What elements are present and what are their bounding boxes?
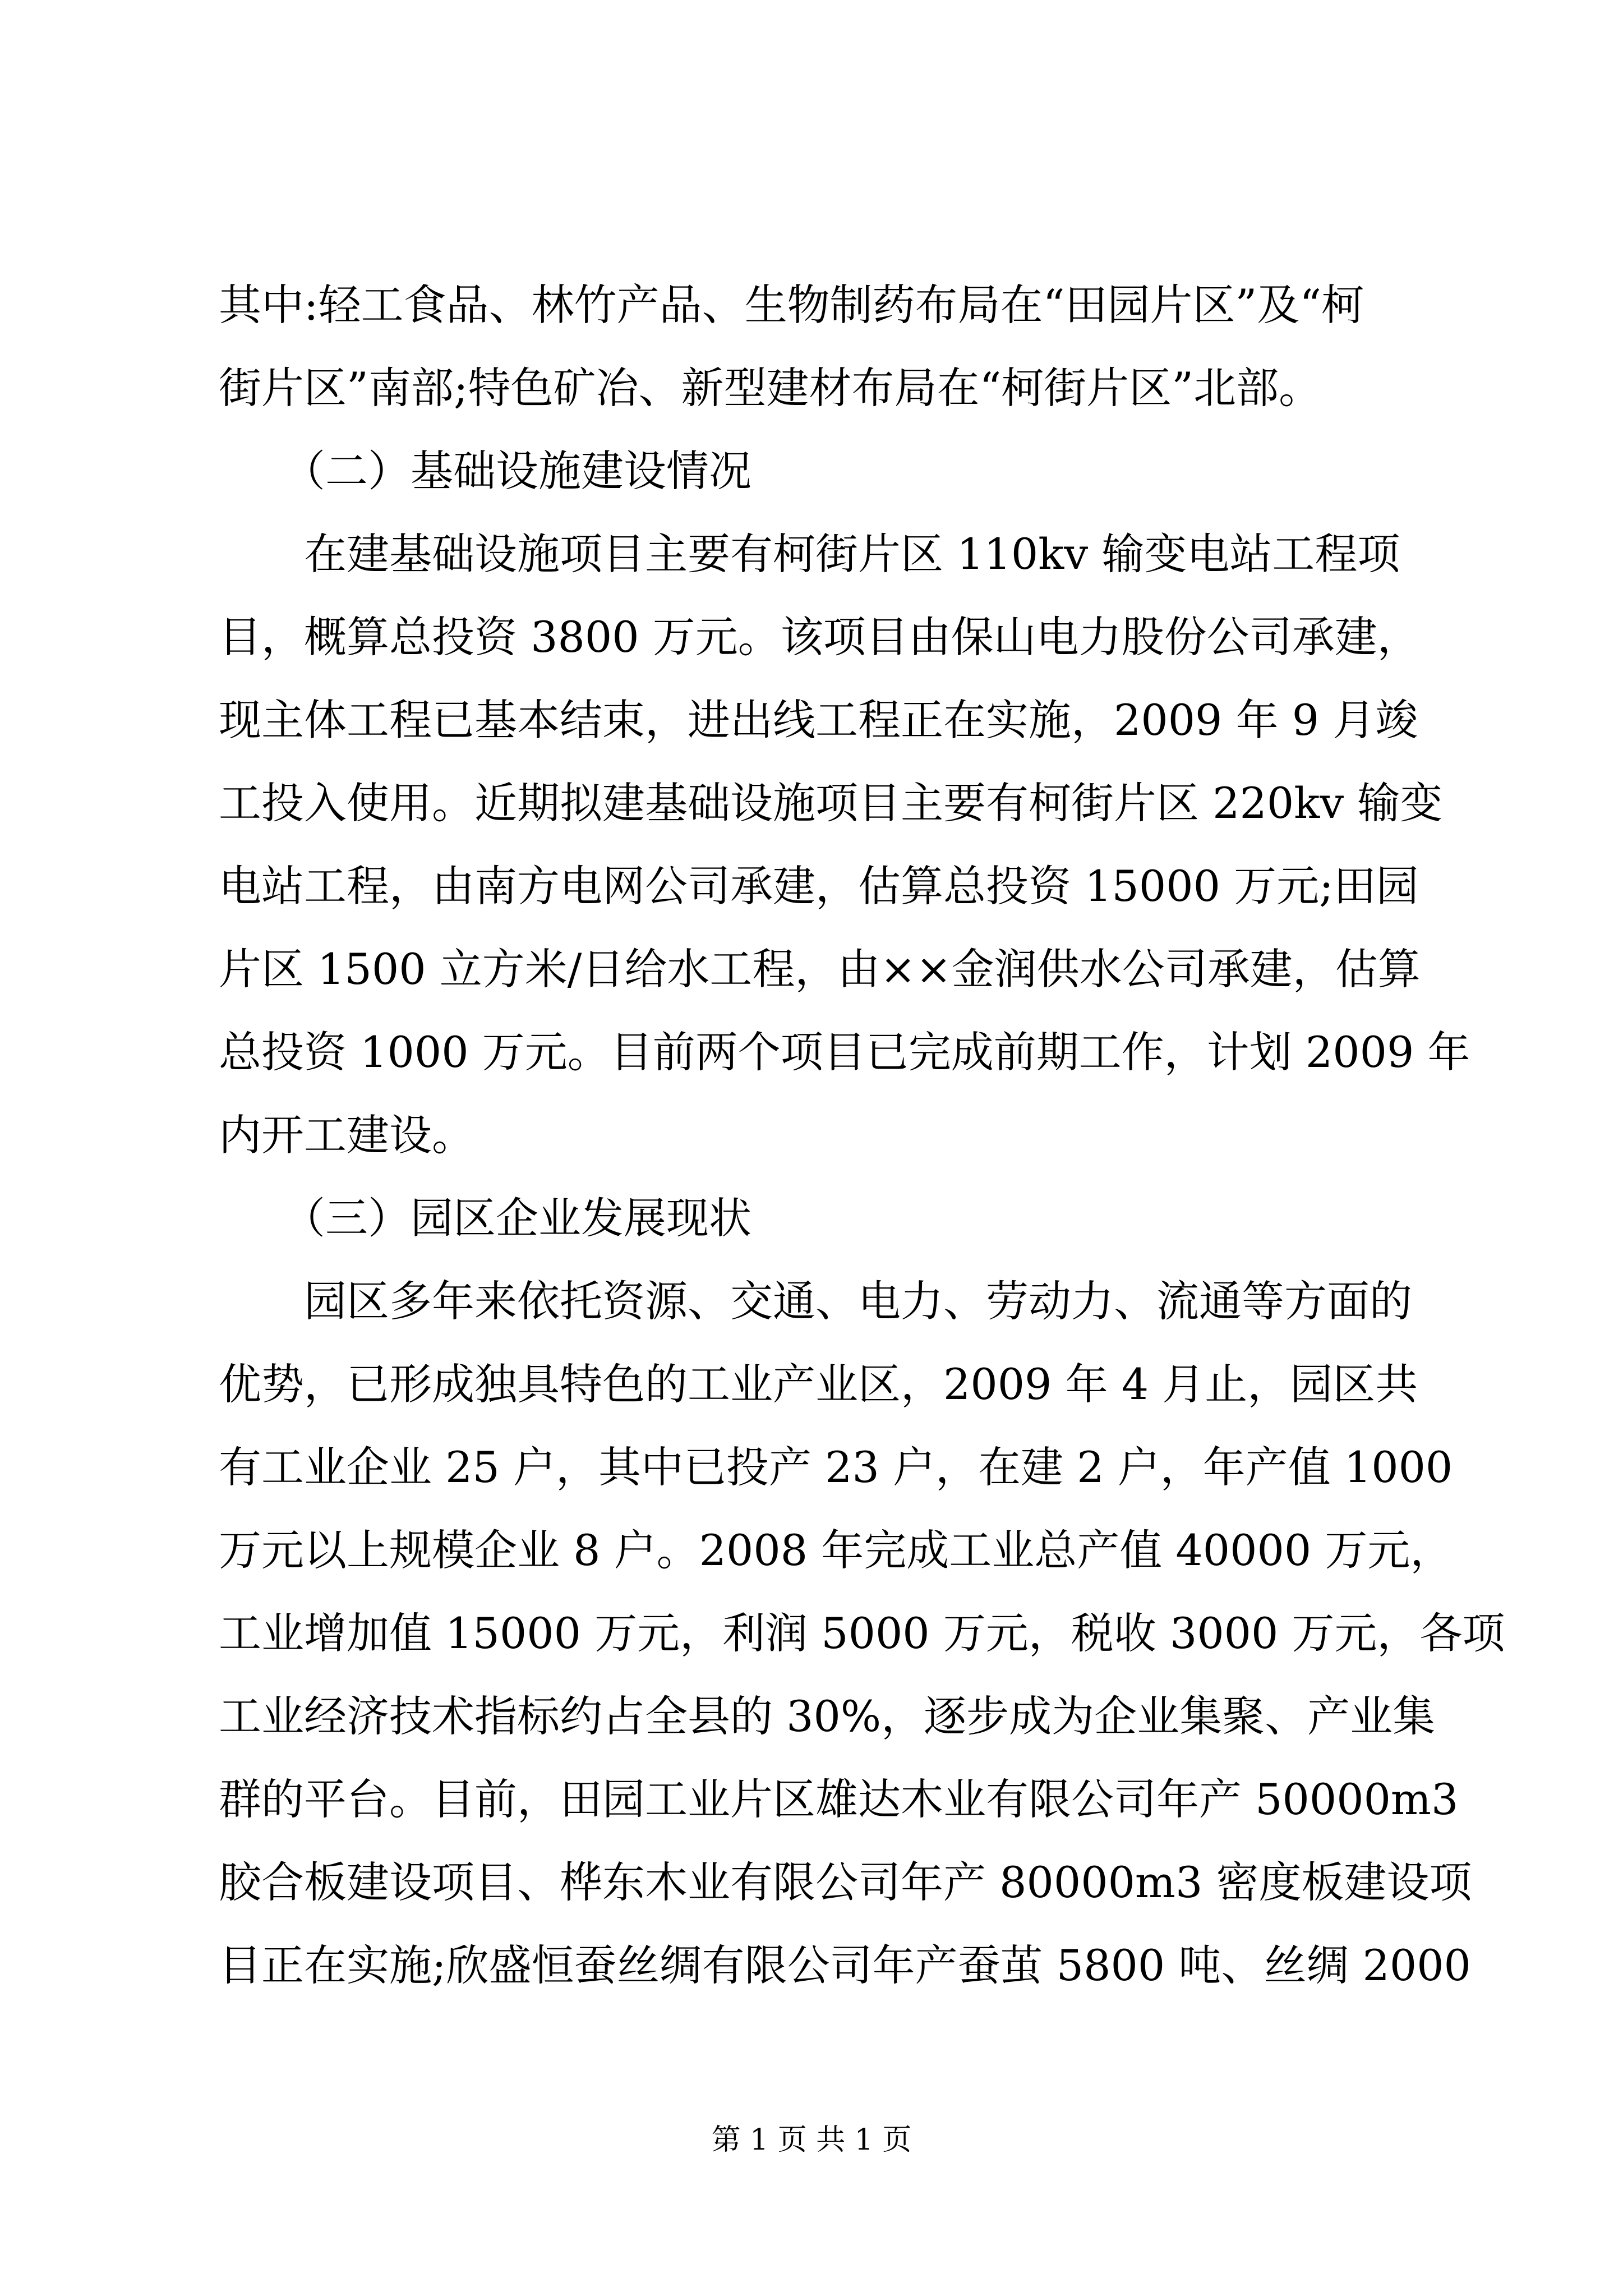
text-line: 工投入使用。近期拟建基础设施项目主要有柯街片区 220kv 输变: [219, 778, 1443, 828]
text-line: 有工业企业 25 户，其中已投产 23 户，在建 2 户，年产值 1000: [219, 1442, 1453, 1492]
text-line: 胶合板建设项目、桦东木业有限公司年产 80000m3 密度板建设项: [219, 1857, 1472, 1907]
text-line: 总投资 1000 万元。目前两个项目已完成前期工作，计划 2009 年: [219, 1027, 1470, 1077]
text-line: 工业经济技术指标约占全县的 30%，逐步成为企业集聚、产业集: [219, 1691, 1436, 1741]
text-line: 工业增加值 15000 万元，利润 5000 万元，税收 3000 万元，各项: [219, 1608, 1505, 1658]
section-heading-enterprises: （三）园区企业发展现状: [219, 1193, 751, 1243]
text-line: 万元以上规模企业 8 户。2008 年完成工业总产值 40000 万元，: [219, 1525, 1453, 1575]
text-line: 园区多年来依托资源、交通、电力、劳动力、流通等方面的: [219, 1276, 1412, 1326]
document-body: [219, 264, 1505, 2007]
text-line: 内开工建设。: [219, 1110, 474, 1160]
text-line: 群的平台。目前，田园工业片区雄达木业有限公司年产 50000m3: [219, 1774, 1459, 1824]
page-footer: 第 1 页 共 1 页: [711, 2123, 912, 2157]
text-line: 在建基础设施项目主要有柯街片区 110kv 输变电站工程项: [219, 529, 1400, 579]
text-line: 现主体工程已基本结束，进出线工程正在实施，2009 年 9 月竣: [219, 695, 1418, 745]
text-line: 片区 1500 立方米/日给水工程，由××金润供水公司承建，估算: [219, 944, 1421, 994]
text-line: 街片区”南部;特色矿冶、新型建材布局在“柯街片区”北部。: [219, 363, 1322, 413]
text-line: 其中:轻工食品、林竹产品、生物制药布局在“田园片区”及“柯: [219, 280, 1364, 330]
text-line: 优势，已形成独具特色的工业产业区，2009 年 4 月止，园区共: [219, 1359, 1418, 1409]
text-line: 电站工程，由南方电网公司承建，估算总投资 15000 万元;田园: [219, 861, 1419, 911]
text-line: 目正在实施;欣盛恒蚕丝绸有限公司年产蚕茧 5800 吨、丝绸 2000: [219, 1940, 1471, 1990]
text-line: 目，概算总投资 3800 万元。该项目由保山电力股份公司承建，: [219, 612, 1420, 662]
section-heading-infrastructure: （二）基础设施建设情况: [219, 446, 751, 496]
